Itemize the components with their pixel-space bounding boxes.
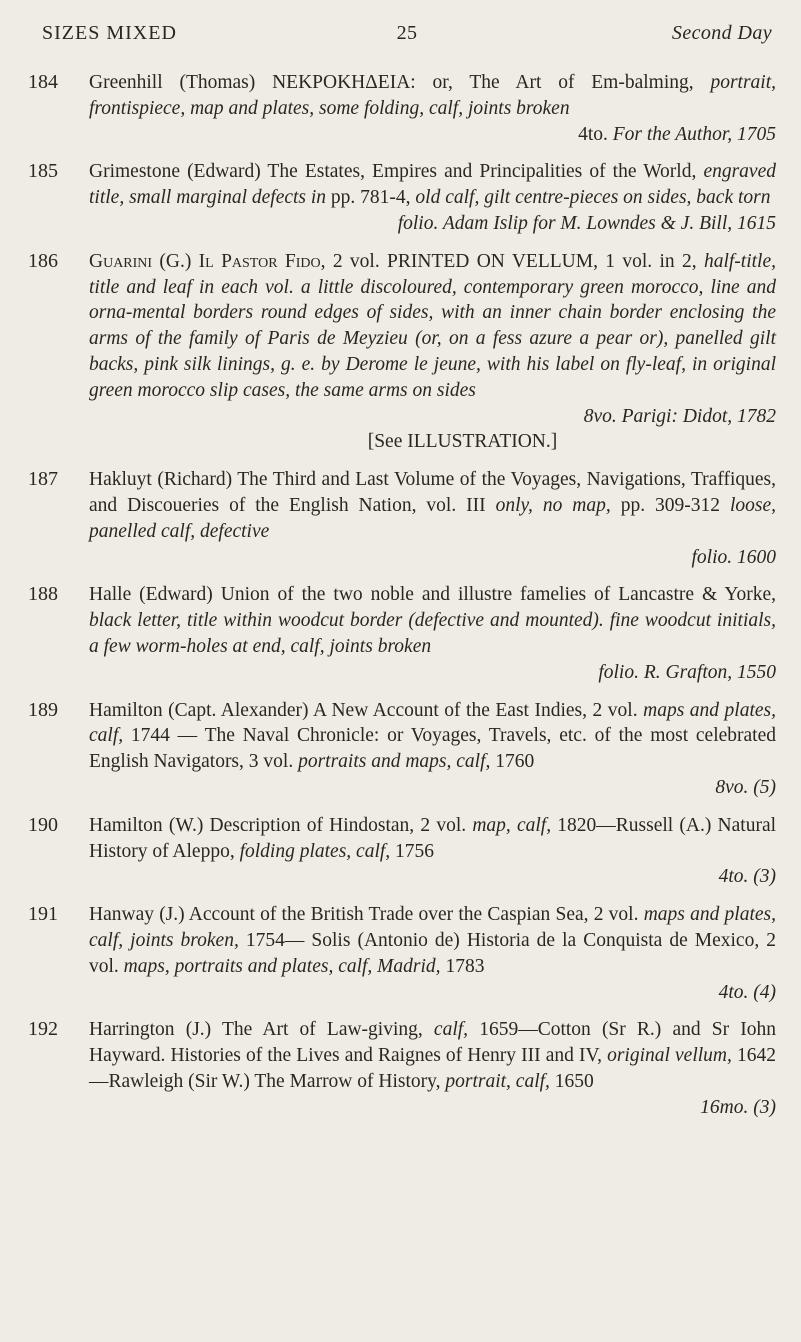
page-header — [42, 22, 772, 52]
lot-author: Halle (Edward) — [89, 584, 213, 606]
lot-title: Account of the British Trade over the Caspian Sea, 2 vol. — [184, 904, 644, 926]
lot-imprint — [89, 545, 776, 571]
header-page-number: 25 — [396, 22, 418, 44]
lot-binding: portraits and maps, calf, — [298, 751, 491, 773]
lot-binding: old calf, gilt centre-pieces on sides, back torn — [415, 187, 771, 209]
lot-title: The Estates, Empires and Principalities of the World, — [260, 161, 704, 183]
lot-description — [89, 902, 776, 1005]
lot-author: Hakluyt (Richard) — [89, 469, 233, 491]
lot-title: Description of Hindostan, 2 vol. — [203, 814, 473, 836]
lot-number: 189 — [28, 698, 58, 721]
lot-number: 187 — [28, 468, 58, 491]
lot-binding: folding plates, calf, — [239, 840, 391, 862]
lot-year: 1783 — [440, 955, 485, 977]
lot-binding: loose, panelled calf, defective — [89, 494, 776, 542]
lot-second-title: 1744 — The Naval Chronicle: or Voyages, Travels, etc. of the most celebrated English Navigators, 3 vol. — [89, 725, 776, 773]
lot-second-title: 1820—Russell (A.) Natural History of Aleppo, — [89, 814, 777, 862]
lot-imprint — [89, 980, 776, 1006]
lot-title: 2 vol. PRINTED ON VELLUM, 1 vol. in 2, — [325, 250, 704, 272]
lot-condition: maps and plates, calf, — [89, 699, 777, 747]
lot-number: 190 — [28, 813, 58, 836]
lot-title: A New Account of the East Indies, 2 vol. — [308, 699, 644, 721]
lot-second-title: 1754— Solis (Antonio de) Historia de la Conquista de Mexico, 2 vol. — [89, 929, 776, 977]
lot-author: Harrington (J.) — [89, 1019, 212, 1041]
lot-title: ΝΕΚΡΟΚΗΔΕΙΑ: or, The Art of Em-balming, — [255, 72, 711, 93]
lot-publisher: 16mo. (3) — [700, 1096, 776, 1118]
lot-author: Hamilton (W.) — [89, 814, 204, 836]
lot-binding: maps, portraits and plates, calf, Madrid, — [123, 955, 441, 977]
lot-imprint — [89, 122, 776, 148]
lot-entry — [28, 902, 776, 1005]
lot-description — [89, 698, 776, 801]
lot-year: 1650 — [549, 1070, 594, 1092]
lot-entry — [28, 467, 776, 570]
lot-year: 1760 — [490, 751, 535, 773]
lot-list — [28, 70, 776, 1132]
lot-description — [89, 249, 776, 455]
lot-publisher: 4to. (4) — [718, 981, 776, 1003]
lot-year: 1756 — [390, 840, 435, 862]
lot-imprint — [89, 660, 776, 686]
lot-number: 192 — [28, 1018, 58, 1041]
lot-number: 191 — [28, 903, 58, 926]
lot-author: Hanway (J.) — [89, 904, 185, 926]
illustration-note: [See ILLUSTRATION.] — [367, 431, 558, 453]
lot-title: Union of the two noble and illustre famelies of Lancastre & Yorke, — [212, 584, 776, 606]
lot-condition: only, no map, — [495, 494, 611, 516]
lot-publisher: 4to. (3) — [718, 866, 776, 888]
lot-third-title: 1642—Rawleigh (Sir W.) The Marrow of History, — [89, 1045, 776, 1092]
lot-condition: half-title, title and leaf in each vol. a little discoloured, contemporary green morocco, line and orna-mental borders round edges of sides, with an inner chain border enclosing the arms of the family of Paris de Meyzieu (or, on a fess azure a pear or), panelled gilt backs, pink silk linings, g. e. by Derome le jeune, with his label on fly-leaf, in original green morocco slip cases, the same arms on sides — [89, 250, 776, 401]
lot-author: Greenhill (Thomas) — [89, 72, 256, 93]
lot-condition: portrait, frontispiece, map and plates, some folding, calf, joints broken — [89, 72, 777, 119]
header-sale-day: Second Day — [671, 22, 772, 44]
lot-entry — [28, 70, 776, 147]
lot-description — [89, 1017, 776, 1120]
lot-entry — [28, 249, 776, 455]
lot-entry — [28, 582, 776, 685]
header-section-title: SIZES MIXED — [42, 22, 177, 44]
lot-entry — [28, 159, 776, 236]
lot-publisher: 8vo. Parigi: Didot, 1782 — [583, 405, 776, 427]
lot-description — [89, 813, 776, 890]
lot-number: 185 — [28, 160, 58, 183]
lot-publisher: For the Author, 1705 — [612, 123, 776, 145]
lot-condition: black letter, title within woodcut border (defective and mounted). fine woodcut initials, a few worm-holes at end, calf, joints broken — [89, 610, 776, 657]
lot-second-title: 1659—Cotton (Sr R.) and Sr Iohn Hayward. Histories of the Lives and Raignes of Henry III and IV, — [89, 1019, 776, 1067]
lot-publisher: folio. Adam Islip for M. Lowndes & J. Bill, 1615 — [397, 212, 776, 234]
lot-publisher: 8vo. (5) — [715, 776, 776, 798]
lot-imprint — [89, 864, 776, 890]
lot-condition: map, calf, — [472, 814, 552, 836]
lot-entry — [28, 813, 776, 890]
lot-pages: pp. 309-312 — [610, 494, 730, 516]
lot-number: 184 — [28, 71, 58, 93]
lot-condition: calf, — [433, 1019, 469, 1041]
lot-publisher: folio. 1600 — [691, 546, 776, 568]
lot-number: 186 — [28, 249, 58, 272]
lot-description — [89, 467, 776, 570]
lot-title: The Art of Law-giving, — [211, 1019, 434, 1041]
lot-description — [89, 70, 776, 147]
lot-entry — [28, 698, 776, 801]
lot-condition: maps and plates, calf, joints broken, — [89, 904, 777, 951]
lot-format: 4to. — [578, 123, 613, 145]
lot-publisher: folio. R. Grafton, 1550 — [598, 661, 776, 683]
lot-binding: original vellum, — [607, 1045, 732, 1067]
lot-pages: pp. 781-4, — [326, 187, 416, 209]
lot-description — [89, 159, 776, 236]
lot-author: Grimestone (Edward) — [89, 161, 261, 183]
lot-entry — [28, 1017, 776, 1120]
lot-author: Guarini (G.) Il Pastor Fido, — [89, 250, 326, 272]
lot-imprint — [89, 211, 776, 237]
lot-title: The Third and Last Volume of the Voyages, Navigations, Traffiques, and Discoueries of the English Nation, vol. III — [89, 469, 776, 516]
lot-author: Hamilton (Capt. Alexander) — [89, 699, 309, 721]
lot-description — [89, 582, 776, 685]
lot-binding-2: portrait, calf, — [445, 1070, 550, 1092]
lot-imprint — [89, 775, 776, 801]
lot-number: 188 — [28, 583, 58, 606]
lot-imprint — [89, 1095, 776, 1121]
lot-condition: engraved title, small marginal defects in — [89, 161, 776, 209]
lot-imprint — [89, 404, 776, 430]
